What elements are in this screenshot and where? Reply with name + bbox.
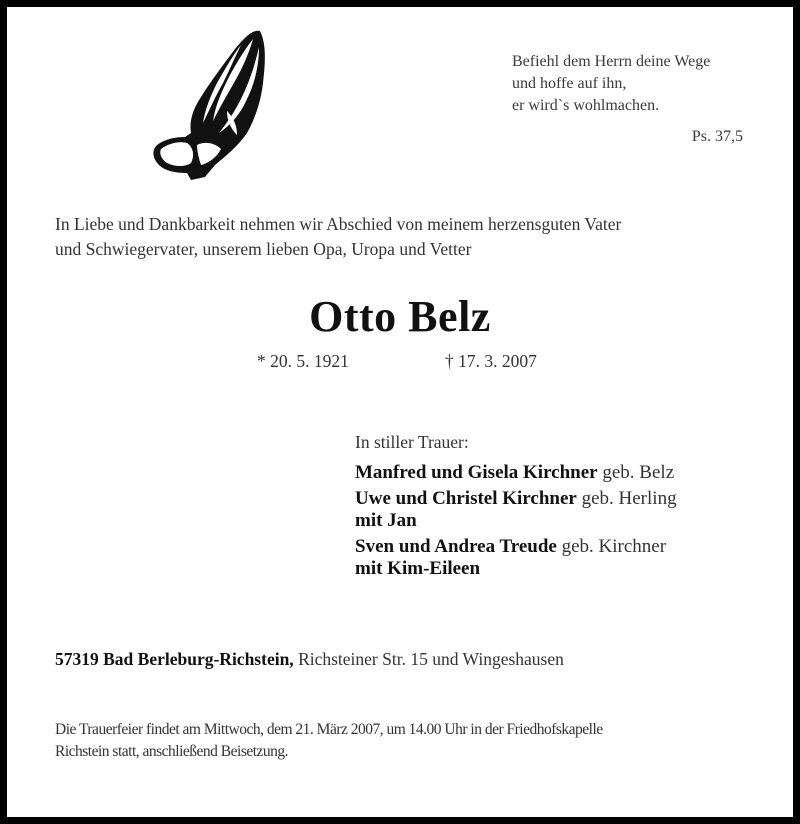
ceremony-line: Richstein statt, anschließend Beisetzung. bbox=[55, 743, 289, 760]
ceremony-info bbox=[55, 719, 603, 763]
death-date: † 17. 3. 2007 bbox=[445, 351, 537, 371]
bible-verse bbox=[512, 51, 710, 117]
obituary-notice bbox=[7, 7, 793, 817]
address-street: Richsteiner Str. 15 und Wingeshausen bbox=[298, 649, 564, 669]
ceremony-line: Die Trauerfeier findet am Mittwoch, dem 21. März 2007, um 14.00 Uhr in der Friedhofskapelle bbox=[55, 721, 603, 738]
family-entry bbox=[355, 462, 677, 484]
family-names: Uwe und Christel Kirchner bbox=[355, 488, 577, 509]
intro-line: und Schwiegervater, unserem lieben Opa, Uropa und Vetter bbox=[55, 239, 472, 259]
address-city: 57319 Bad Berleburg-Richstein, bbox=[55, 649, 294, 669]
praying-hands-icon bbox=[145, 25, 275, 180]
deceased-name: Otto Belz bbox=[309, 292, 491, 341]
verse-line: Befiehl dem Herrn deine Wege bbox=[512, 53, 711, 70]
maiden-name: geb. Kirchner bbox=[561, 536, 667, 557]
mourners-list bbox=[355, 462, 677, 584]
intro-text bbox=[55, 212, 621, 262]
verse-line: und hoffe auf ihn, bbox=[512, 75, 627, 92]
verse-reference: Ps. 37,5 bbox=[691, 128, 743, 145]
family-names: Manfred und Gisela Kirchner bbox=[355, 462, 598, 483]
family-entry bbox=[355, 488, 677, 532]
verse-line: er wird`s wohlmachen. bbox=[512, 97, 660, 114]
family-entry bbox=[355, 536, 677, 580]
family-children: mit Jan bbox=[355, 510, 417, 531]
intro-line: In Liebe und Dankbarkeit nehmen wir Abschied von meinem herzensguten Vater bbox=[55, 214, 622, 234]
family-names: Sven und Andrea Treude bbox=[355, 536, 557, 557]
maiden-name: geb. Belz bbox=[602, 462, 675, 483]
address bbox=[55, 649, 564, 670]
birth-date: * 20. 5. 1921 bbox=[257, 351, 349, 371]
maiden-name: geb. Herling bbox=[581, 488, 677, 509]
mourning-title: In stiller Trauer: bbox=[355, 432, 469, 452]
family-children: mit Kim-Eileen bbox=[355, 558, 481, 579]
